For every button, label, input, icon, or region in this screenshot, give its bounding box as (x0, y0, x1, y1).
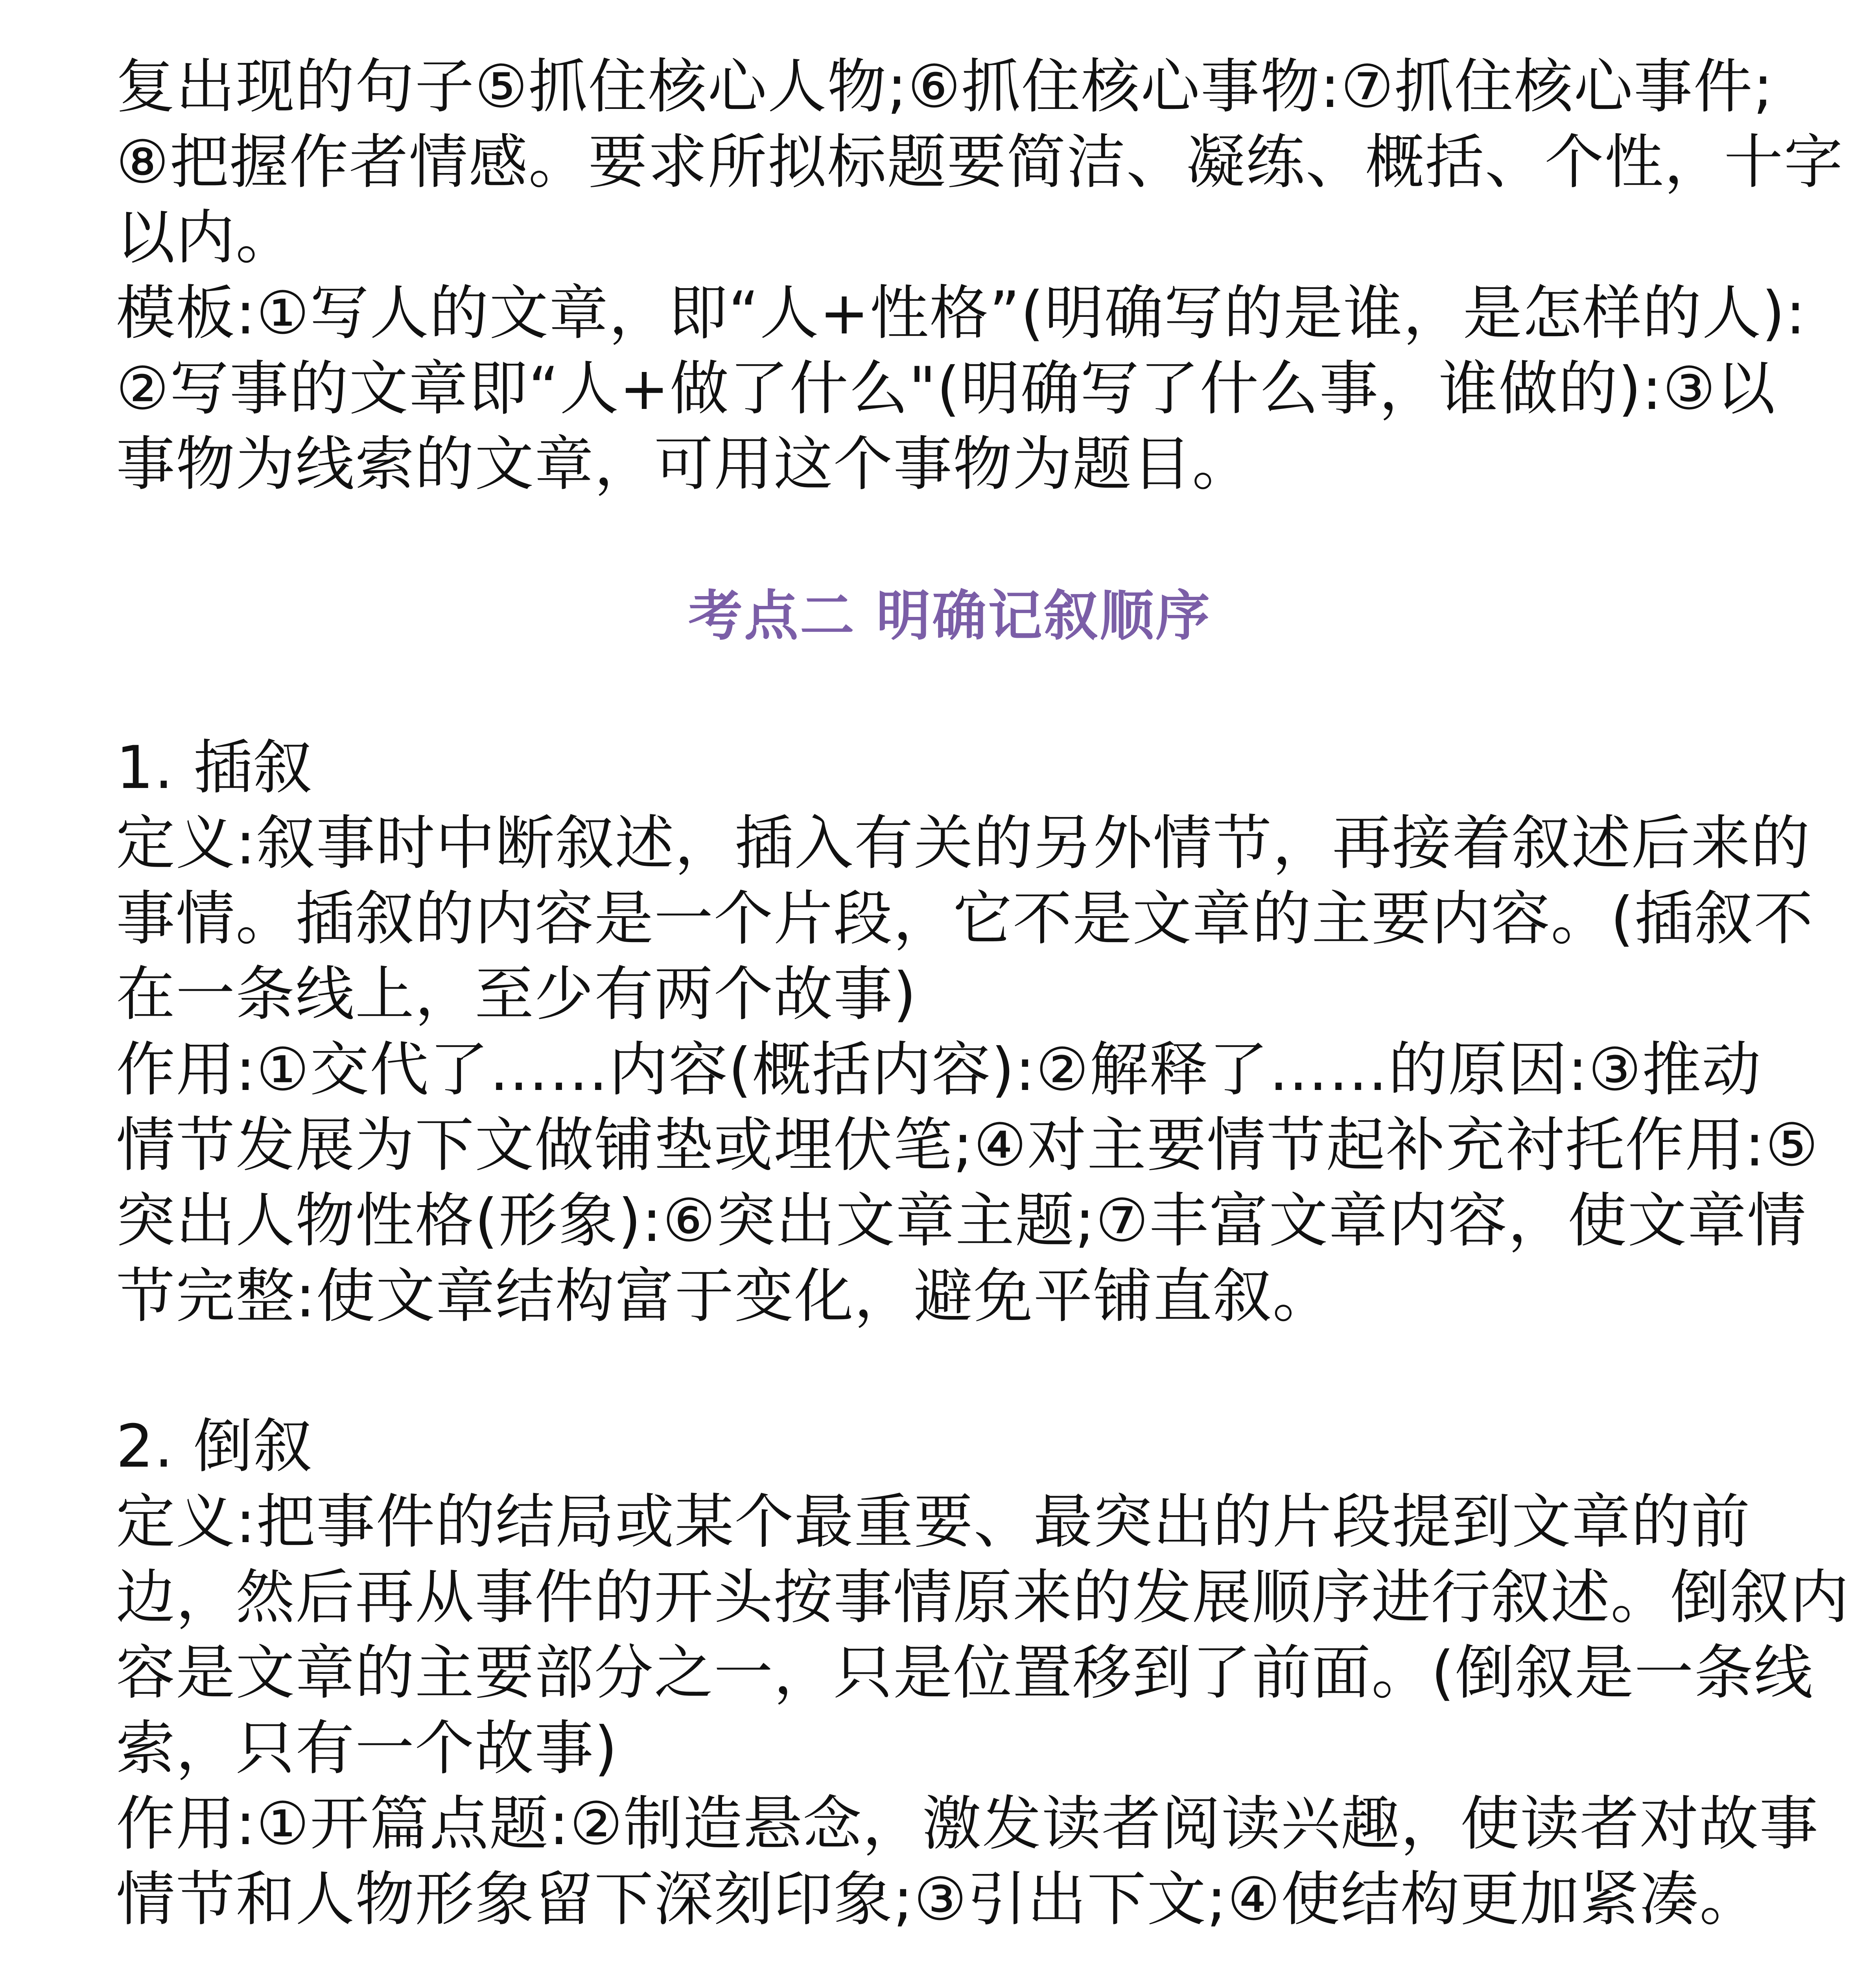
paragraph-gap (116, 1334, 1784, 1409)
paragraph-gap (116, 1937, 1784, 1966)
text-line: 情节和人物形象留下深刻印象;③引出下文;④使结构更加紧凑。 (116, 1865, 1760, 1934)
text-line: 边，然后再从事件的开头按事情原来的发展顺序进行叙述。倒叙内 (116, 1563, 1850, 1632)
text-line: ⑧把握作者情感。要求所拟标题要简洁、凝练、概括、个性，十字 (116, 128, 1844, 197)
item-insertion-narration (116, 730, 1819, 1334)
text-line: 定义:把事件的结局或某个最重要、最突出的片段提到文章的前 (116, 1488, 1751, 1556)
text-line: 索，只有一个故事) (116, 1714, 618, 1783)
text-line: ②写事的文章即“人+做了什么"(明确写了什么事，谁做的):③以 (116, 355, 1776, 423)
text-line: 事物为线索的文章，可用这个事物为题目。 (116, 430, 1252, 499)
text-line: 以内。 (116, 204, 296, 272)
text-line: 作用:①交代了……内容(概括内容):②解释了……的原因:③推动 (116, 1036, 1762, 1104)
text-line: 定义:叙事时中断叙述，插入有关的另外情节，再接着叙述后来的 (116, 809, 1811, 878)
item-heading: 2. 倒叙 (116, 1412, 313, 1481)
text-line: 事情。插叙的内容是一个片段，它不是文章的主要内容。(插叙不 (116, 885, 1814, 953)
intro-paragraph (116, 49, 1844, 502)
text-line: 在一条线上，至少有两个故事) (116, 960, 917, 1029)
text-line: 复出现的句子⑤抓住核心人物;⑥抓住核心事物:⑦抓住核心事件; (116, 53, 1774, 121)
text-line: 容是文章的主要部分之一，只是位置移到了前面。(倒叙是一条线 (116, 1639, 1814, 1707)
text-line: 模板:①写人的文章，即“人+性格”(明确写的是谁，是怎样的人): (116, 279, 1806, 348)
section-title: 考点二 明确记叙顺序 (688, 584, 1212, 648)
item-flashback-narration (116, 1409, 1850, 1937)
page-content (116, 49, 1850, 1966)
text-line: 情节发展为下文做铺垫或埋伏笔;④对主要情节起补充衬托作用:⑤ (116, 1111, 1819, 1180)
text-line: 作用:①开篇点题:②制造悬念，激发读者阅读兴趣，使读者对故事 (116, 1790, 1819, 1858)
text-line: 节完整:使文章结构富于变化，避免平铺直叙。 (116, 1262, 1332, 1331)
text-line: 突出人物性格(形象):⑥突出文章主题;⑦丰富文章内容，使文章情 (116, 1187, 1807, 1255)
item-heading: 1. 插叙 (116, 734, 313, 802)
